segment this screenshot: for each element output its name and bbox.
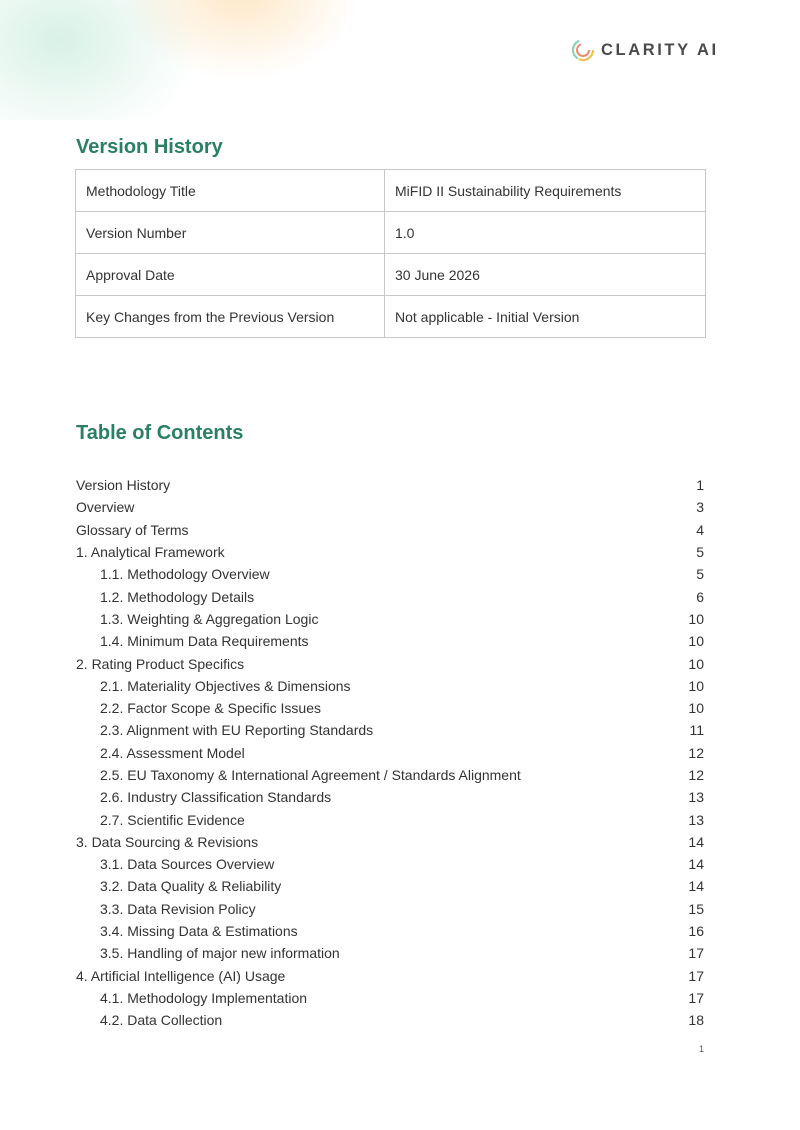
toc-entry-page: 17: [688, 945, 704, 962]
toc-entry[interactable]: [76, 630, 704, 652]
toc-entry-title: 3. Data Sourcing & Revisions: [76, 833, 259, 850]
toc-entry-page: 5: [696, 566, 704, 583]
toc-entry-title: 1. Analytical Framework: [76, 544, 225, 561]
toc-entry[interactable]: [76, 853, 704, 875]
toc-entry-page: 11: [689, 722, 704, 739]
toc-entry-page: 12: [688, 767, 704, 783]
field-value: Not applicable - Initial Version: [385, 296, 706, 338]
toc-entry[interactable]: [76, 652, 704, 674]
toc-entry-page: 10: [688, 633, 704, 650]
clarity-ai-logo: [571, 36, 719, 64]
table-row: [76, 212, 706, 254]
toc-entry[interactable]: [76, 808, 704, 830]
brand-name: CLARITY AI: [601, 40, 719, 59]
toc-entry-page: 1: [696, 477, 704, 494]
toc-entry-title: 3.4. Missing Data & Estimations: [100, 923, 298, 940]
toc-entry-page: 10: [688, 655, 704, 672]
toc-entry[interactable]: [76, 786, 704, 808]
field-label: Version Number: [76, 212, 385, 254]
toc-entry-page: 13: [688, 811, 704, 828]
toc-entry-page: 13: [688, 789, 704, 806]
toc-entry-title: 1.2. Methodology Details: [100, 588, 255, 605]
table-row: [76, 170, 706, 212]
toc-entry-title: 2.4. Assessment Model: [100, 744, 245, 761]
toc-entry-title: 2.5. EU Taxonomy & International Agreement / Standards Alignment: [100, 767, 521, 783]
toc-entry-title: 2. Rating Product Specifics: [76, 655, 245, 672]
toc-entry[interactable]: [76, 965, 704, 987]
toc-entry[interactable]: [76, 942, 704, 964]
toc-entry[interactable]: [76, 608, 704, 630]
table-row: [76, 254, 706, 296]
toc-entry-title: 2.6. Industry Classification Standards: [100, 789, 332, 806]
header-gradient: [0, 0, 400, 120]
toc-entry[interactable]: [76, 585, 704, 607]
toc-entry-page: 10: [688, 610, 704, 627]
field-label: Methodology Title: [76, 170, 385, 212]
toc-entry-page: 12: [688, 744, 704, 761]
toc-entry-title: Glossary of Terms: [76, 521, 189, 538]
toc-entry[interactable]: [76, 920, 704, 942]
toc-entry-title: 2.7. Scientific Evidence: [100, 811, 245, 828]
toc-entry[interactable]: [76, 675, 704, 697]
toc-heading: Table of Contents: [76, 422, 244, 444]
toc-entry-page: 15: [688, 900, 704, 917]
toc-entry-page: 18: [688, 1012, 704, 1029]
toc-entry-page: 10: [688, 700, 704, 717]
toc-entry-title: 2.3. Alignment with EU Reporting Standards: [100, 722, 374, 739]
toc-entry[interactable]: [76, 742, 704, 764]
field-label: Approval Date: [76, 254, 385, 296]
toc-entry[interactable]: [76, 764, 704, 786]
toc-entry[interactable]: [76, 898, 704, 920]
toc-entry-title: 3.2. Data Quality & Reliability: [100, 878, 282, 895]
version-history-table: [75, 169, 706, 338]
page-number: 1: [698, 1044, 704, 1054]
toc-entry-page: 4: [696, 521, 704, 538]
toc-entry-page: 17: [688, 967, 704, 984]
toc-entry-page: 14: [688, 856, 704, 873]
field-value: 1.0: [385, 212, 706, 254]
toc-entry[interactable]: [76, 519, 704, 541]
toc-entry-page: 17: [688, 989, 704, 1006]
field-label: Key Changes from the Previous Version: [76, 296, 385, 338]
table-of-contents: [76, 474, 704, 1031]
toc-entry[interactable]: [76, 1009, 704, 1031]
toc-entry-page: 3: [696, 499, 704, 516]
toc-entry-page: 10: [688, 677, 704, 694]
toc-entry-page: 6: [696, 588, 704, 605]
toc-entry-page: 5: [696, 544, 704, 561]
toc-entry[interactable]: [76, 719, 704, 741]
toc-entry[interactable]: [76, 541, 704, 563]
field-value: 30 June 2026: [385, 254, 706, 296]
table-row: [76, 296, 706, 338]
field-value: MiFID II Sustainability Requirements: [385, 170, 706, 212]
toc-entry-title: 4.2. Data Collection: [100, 1012, 223, 1029]
toc-entry[interactable]: [76, 474, 704, 496]
toc-entry-title: Overview: [76, 499, 135, 516]
toc-entry-title: 1.4. Minimum Data Requirements: [100, 633, 309, 650]
toc-entry[interactable]: [76, 563, 704, 585]
version-history-heading: Version History: [76, 136, 223, 158]
toc-entry[interactable]: [76, 697, 704, 719]
toc-entry-page: 14: [688, 833, 704, 850]
toc-entry[interactable]: [76, 831, 704, 853]
toc-entry-page: 16: [688, 923, 704, 940]
toc-entry-title: 4.1. Methodology Implementation: [100, 989, 308, 1006]
toc-entry-title: 2.1. Materiality Objectives & Dimensions: [100, 677, 351, 694]
toc-entry-title: 2.2. Factor Scope & Specific Issues: [100, 700, 321, 717]
clarity-logo-icon: [571, 38, 595, 62]
toc-entry-title: 1.3. Weighting & Aggregation Logic: [100, 610, 319, 627]
toc-entry-title: Version History: [76, 477, 171, 494]
toc-entry[interactable]: [76, 875, 704, 897]
toc-entry-title: 3.5. Handling of major new information: [100, 945, 340, 962]
toc-entry-page: 14: [688, 878, 704, 895]
toc-entry[interactable]: [76, 987, 704, 1009]
toc-entry[interactable]: [76, 496, 704, 518]
toc-entry-title: 3.3. Data Revision Policy: [100, 900, 256, 917]
toc-entry-title: 3.1. Data Sources Overview: [100, 856, 275, 873]
toc-entry-title: 4. Artificial Intelligence (AI) Usage: [76, 967, 286, 984]
toc-entry-title: 1.1. Methodology Overview: [100, 566, 270, 583]
